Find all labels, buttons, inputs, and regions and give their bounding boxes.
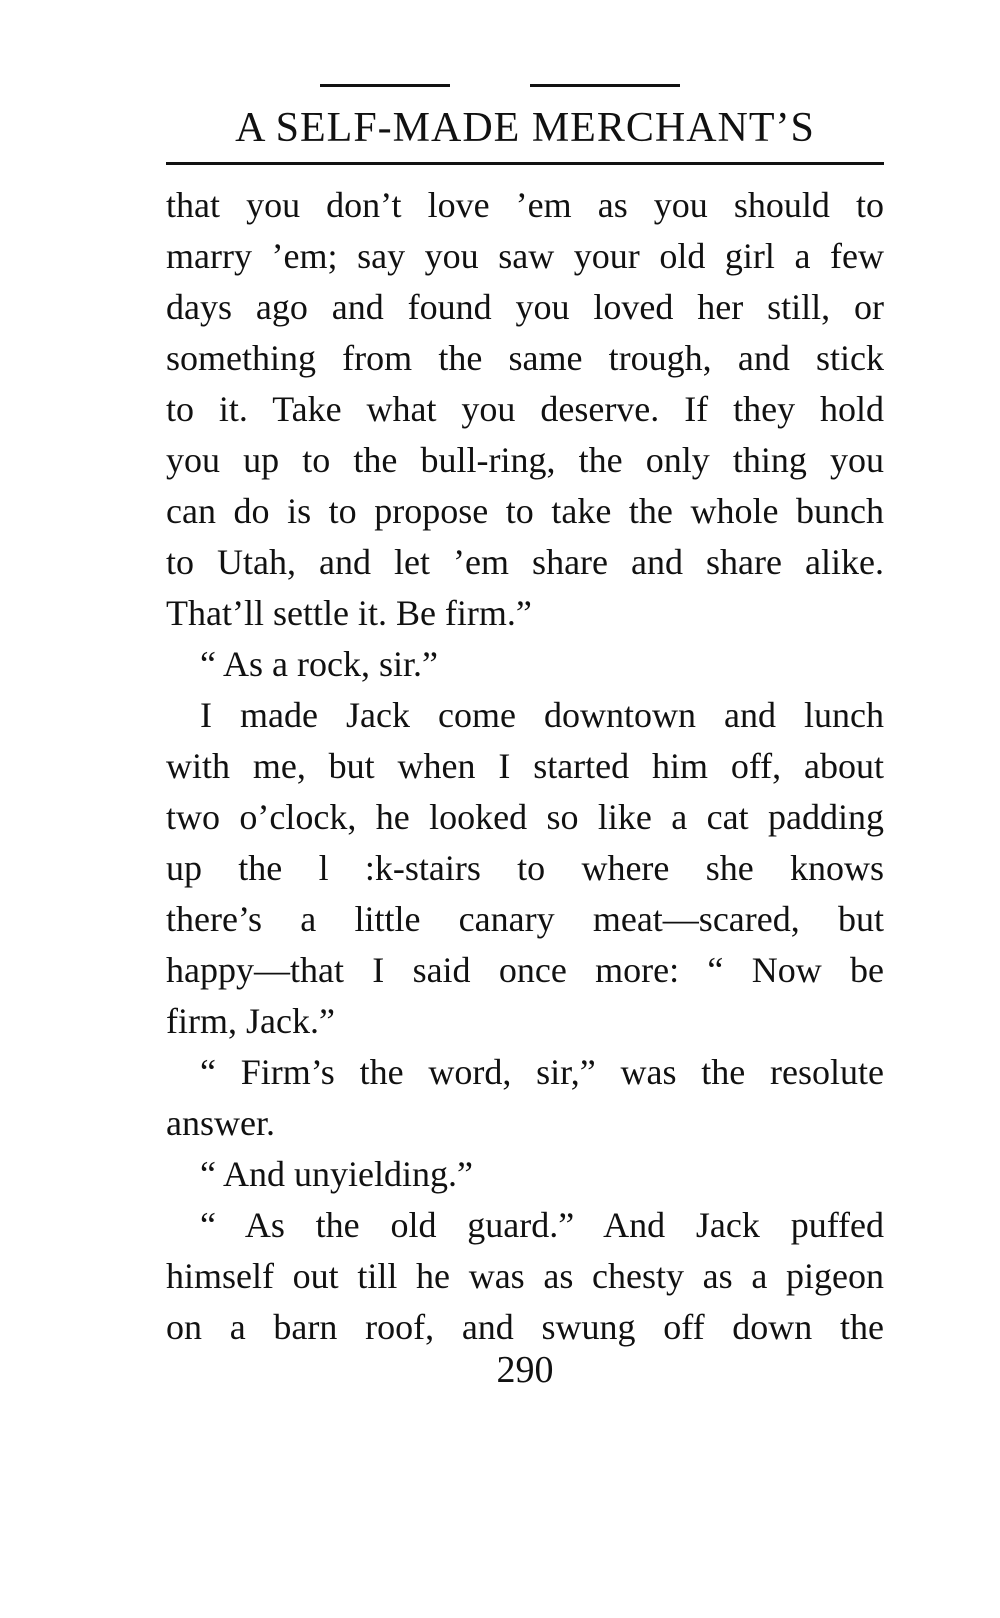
text-line: with me, but when I started him off, about [166, 746, 884, 786]
text-line: answer. [166, 1103, 275, 1143]
text-line: to Utah, and let ’em share and share alike. [166, 542, 884, 582]
text-line: days ago and found you loved her still, or [166, 287, 884, 327]
body-text [166, 180, 884, 1353]
text-line: can do is to propose to take the whole bunch [166, 491, 884, 531]
page-number: 290 [496, 1349, 554, 1391]
text-line: “ As a rock, sir.” [200, 644, 438, 684]
text-line: there’s a little canary meat—scared, but [166, 899, 884, 939]
text-line: “ Firm’s the word, sir,” was the resolute [200, 1052, 884, 1092]
text-line: something from the same trough, and stick [166, 338, 884, 378]
text-line: happy—that I said once more: “ Now be [166, 950, 884, 990]
text-line: you up to the bull-ring, the only thing you [166, 440, 884, 480]
text-line: “ And unyielding.” [200, 1154, 473, 1194]
text-line: up the l :k-stairs to where she knows [166, 848, 884, 888]
text-line: marry ’em; say you saw your old girl a few [166, 236, 884, 276]
text-line: “ As the old guard.” And Jack puffed [200, 1205, 884, 1245]
text-line: that you don’t love ’em as you should to [166, 185, 884, 225]
header-rule [166, 162, 884, 165]
header-ornament-left [320, 84, 450, 87]
running-title: A SELF-MADE MERCHANT’S [235, 105, 815, 151]
text-line: firm, Jack.” [166, 1001, 335, 1041]
text-line: I made Jack come downtown and lunch [200, 695, 884, 735]
text-line: to it. Take what you deserve. If they hold [166, 389, 884, 429]
header-ornament-right [530, 84, 680, 87]
text-line: That’ll settle it. Be firm.” [166, 593, 532, 633]
text-line: on a barn roof, and swung off down the [166, 1307, 884, 1347]
text-line: two o’clock, he looked so like a cat padding [166, 797, 884, 837]
text-line: himself out till he was as chesty as a pigeon [166, 1256, 884, 1296]
